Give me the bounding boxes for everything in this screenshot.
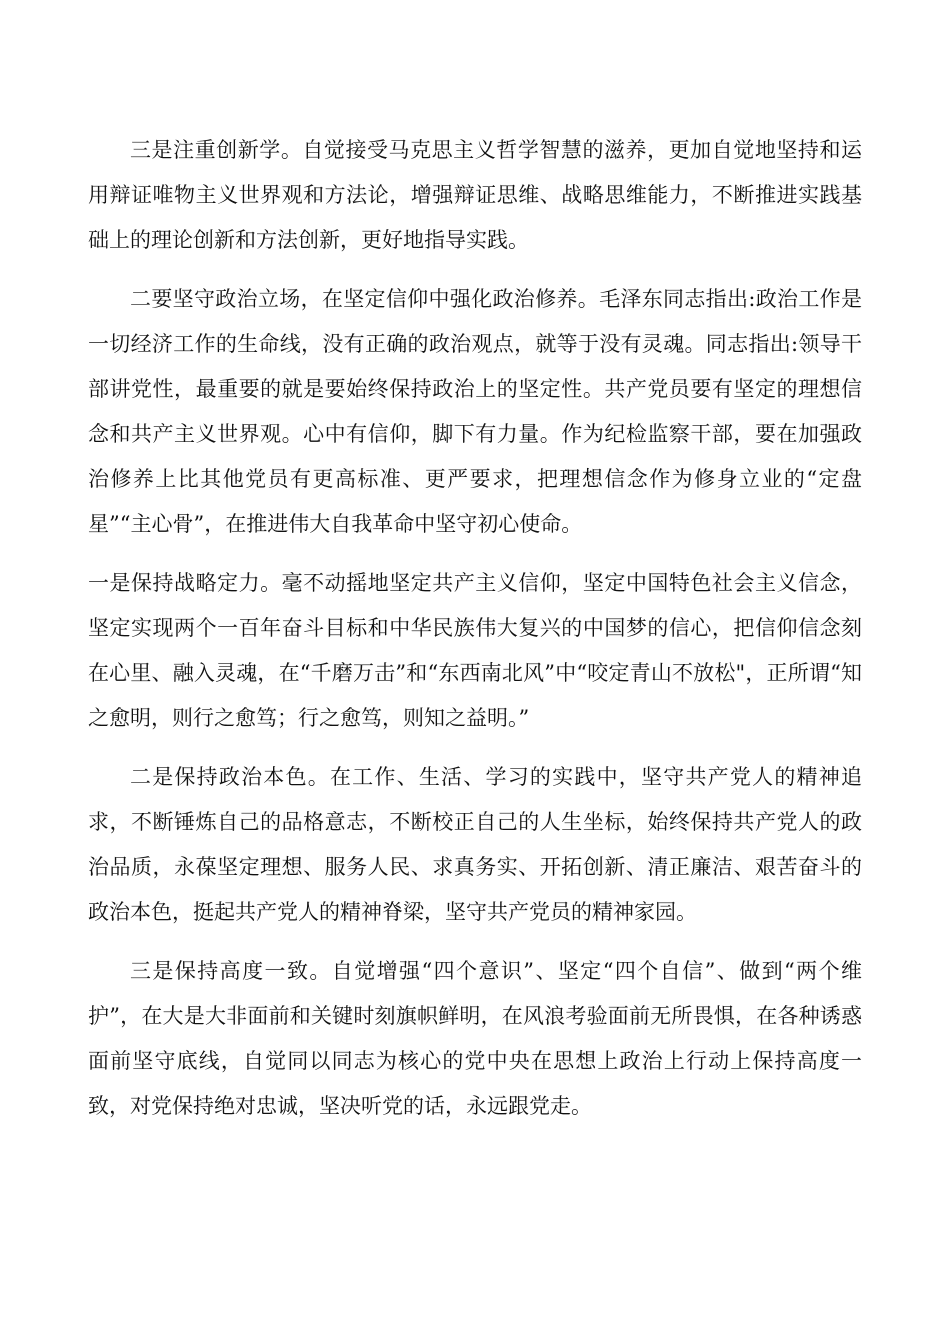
paragraph-political-character: 二是保持政治本色。在工作、生活、学习的实践中，坚守共产党人的精神追求，不断锤炼自己的品格意志，不断校正自己的人生坐标，始终保持共产党人的政治品质，永葆坚定理想、服务人民、求真务实、开拓创新、清正廉洁、艰苦奋斗的政治本色，挺起共产党人的精神脊梁，坚守共产党员的精神家园。 <box>88 765 862 924</box>
paragraph-innovation-study: 三是注重创新学。自觉接受马克思主义哲学智慧的滋养，更加自觉地坚持和运用辩证唯物主义世界观和方法论，增强辩证思维、战略思维能力，不断推进实践基础上的理论创新和方法创新，更好地指导实践。 <box>88 138 862 252</box>
document-page <box>88 128 862 1143</box>
paragraph-political-stance: 二要坚守政治立场，在坚定信仰中强化政治修养。毛泽东同志指出:政治工作是一切经济工作的生命线，没有正确的政治观点，就等于没有灵魂。同志指出:领导干部讲党性，最重要的就是要始终保持政治上的坚定性。共产党员要有坚定的理想信念和共产主义世界观。心中有信仰，脚下有力量。作为纪检监察干部，要在加强政治修养上比其他党员有更高标准、更严要求，把理想信念作为修身立业的“定盘星”“主心骨”，在推进伟大自我革命中坚守初心使命。 <box>88 287 862 536</box>
paragraph-strategic-resolve: 一是保持战略定力。毫不动摇地坚定共产主义信仰，坚定中国特色社会主义信念，坚定实现两个一百年奋斗目标和中华民族伟大复兴的中国梦的信心，把信仰信念刻在心里、融入灵魂，在“千磨万击”和“东西南北风”中“咬定青山不放松"，正所谓“知之愈明，则行之愈笃；行之愈笃，则知之益明。” <box>88 571 862 730</box>
paragraph-high-consistency: 三是保持高度一致。自觉增强“四个意识”、坚定“四个自信”、做到“两个维护”，在大是大非面前和关键时刻旗帜鲜明，在风浪考验面前无所畏惧，在各种诱惑面前坚守底线，自觉同以同志为核心的党中央在思想上政治上行动上保持高度一致，对党保持绝对忠诚，坚决听党的话，永远跟党走。 <box>88 959 862 1118</box>
